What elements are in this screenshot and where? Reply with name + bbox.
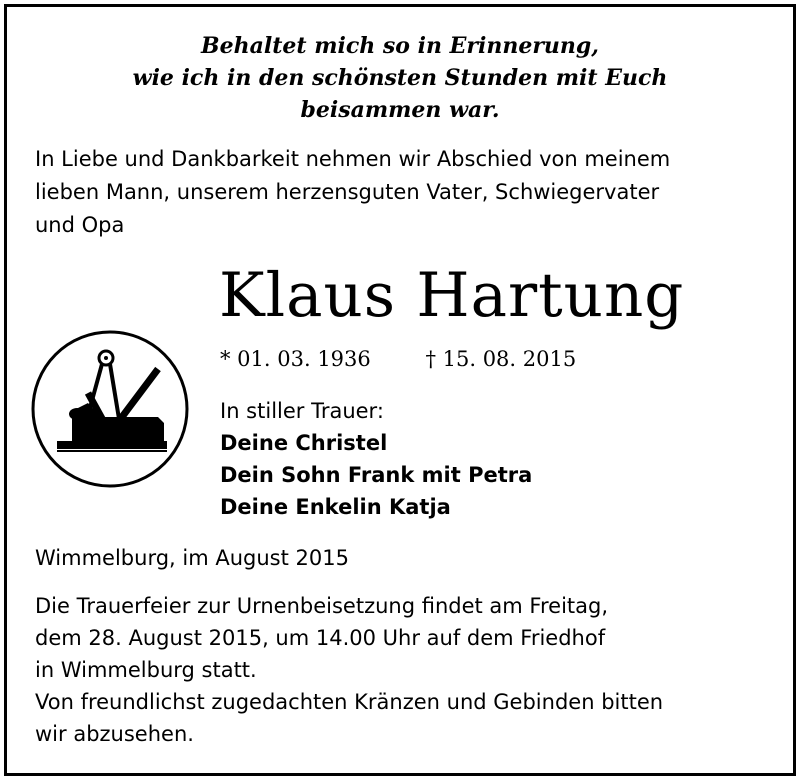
motto [0,30,800,126]
motto-line: Behaltet mich so in Erinnerung, [201,33,599,59]
motto-line: beisammen war. [300,97,500,123]
place-date: Wimmelburg, im August 2015 [35,546,349,570]
mourners [220,395,532,523]
notice-line: Von freundlichst zugedachten Kränzen und Gebinden bitten [35,690,664,714]
birth-date: * 01. 03. 1936 [220,347,371,371]
carpenter-tools-icon [30,329,190,489]
mourner-name: Dein Sohn Frank mit Petra [220,463,533,487]
motto-line: wie ich in den schönsten Stunden mit Euch [132,65,668,91]
intro-line: und Opa [35,213,125,237]
life-dates [220,345,576,373]
mourner-name: Deine Enkelin Katja [220,495,451,519]
mourners-heading: In stiller Trauer: [220,399,384,423]
notice-line: in Wimmelburg statt. [35,658,257,682]
deceased-name: Klaus Hartung [219,260,685,331]
mourner-name: Deine Christel [220,431,388,455]
death-date: † 15. 08. 2015 [425,347,577,371]
notice-line: dem 28. August 2015, um 14.00 Uhr auf dem Friedhof [35,626,606,650]
notice-line: wir abzusehen. [35,722,194,746]
notice-line: Die Trauerfeier zur Urnenbeisetzung findet am Freitag, [35,594,609,618]
intro-line: lieben Mann, unserem herzensguten Vater, Schwiegervater [35,180,660,204]
funeral-notice [35,590,663,750]
intro-line: In Liebe und Dankbarkeit nehmen wir Abschied von meinem [35,147,671,171]
intro-text [35,143,670,242]
